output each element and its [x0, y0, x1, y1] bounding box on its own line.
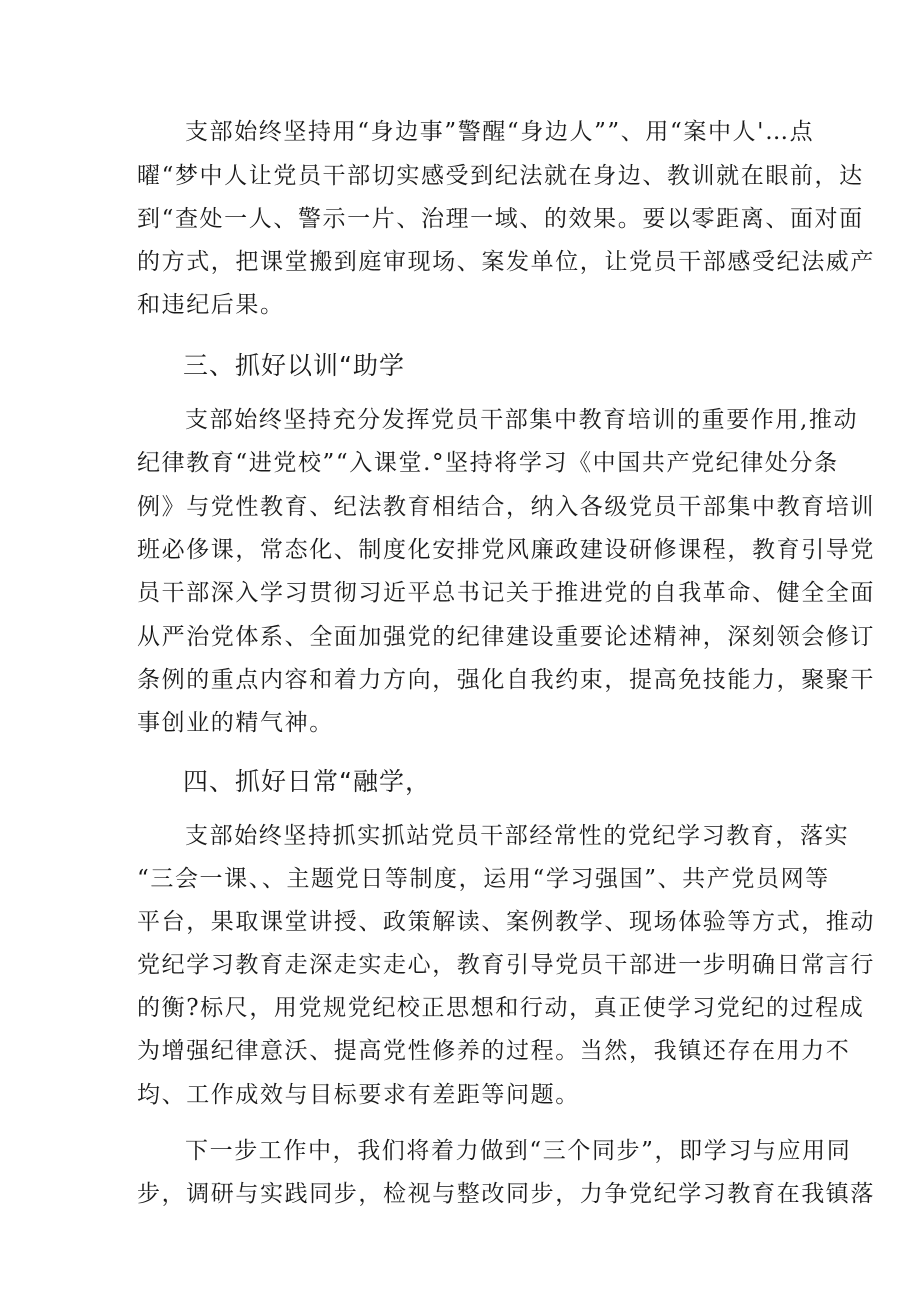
paragraph-line: 纪律教育“进党校”“入课堂.°坚持将学习《中国共产党纪律处分条	[137, 450, 839, 476]
paragraph-line: 步，调研与实践同步，检视与整改同步，力争党纪学习教育在我镇落	[137, 1181, 875, 1207]
paragraph-line: 支部始终坚持抓实抓站党员干部经常性的党纪学习教育，落实	[185, 823, 850, 849]
paragraph-line: 条例的重点内容和着力方向，强化自我约束，提高免技能力，聚聚干	[137, 667, 875, 693]
paragraph-line: 从严治党体系、全面加强党的纪律建设重要论述精神，深刻领会修订	[137, 624, 875, 650]
paragraph-line: 和违纪后果。	[137, 292, 285, 318]
paragraph-line: 的衡?标尺，用党规党纪校正思想和行动，真正使学习党纪的过程成	[137, 995, 865, 1021]
paragraph-line: 均、工作成效与目标要求有差距等问题。	[137, 1082, 580, 1108]
paragraph-line: 班必侈课，常态化、制度化安排党风廉政建设研修课程，教育引导党	[137, 537, 875, 563]
paragraph-line: 曜“梦中人让党员干部切实感受到纪法就在身边、教训就在眼前，达	[137, 163, 864, 189]
paragraph-line: 员干部深入学习贯彻习近平总书记关于推进党的自我革命、健全全面	[137, 580, 875, 606]
paragraph-line: 支部始终坚持用“身边事”警醒“身边人””、用“案中人'…点	[185, 119, 815, 145]
paragraph-line: 支部始终坚持充分发挥党员干部集中教育培训的重要作用,推动	[185, 407, 859, 433]
paragraph-line: 平台，果取课堂讲授、政策解读、案例教学、现场体验等方式，推动	[137, 909, 875, 935]
paragraph-line: 为增强纪律意沃、提高党性修养的过程。当然，我镇还存在用力不	[137, 1038, 851, 1064]
paragraph-line: 下一步工作中，我们将着力做到“三个同步”，即学习与应用同	[185, 1138, 852, 1164]
paragraph-line: 事创业的精气神。	[137, 710, 334, 736]
paragraph-line: 党纪学习教育走深走实走心，教育引导党员干部进一步明确日常言行	[137, 952, 875, 978]
section-heading-4: 四、抓好日常“融学，	[183, 767, 431, 796]
section-heading-3: 三、抓好以训“助学	[183, 351, 405, 380]
paragraph-line: 到“查处一人、警示一片、治理一域、的效果。要以零距离、面对面	[137, 206, 864, 232]
paragraph-line: “三会一课、、主题党日等制度，运用“学习强国”、共产党员网等	[137, 866, 830, 892]
paragraph-line: 的方式，把课堂搬到庭审现场、案发单位，让党员干部感受纪法威产	[137, 249, 875, 275]
paragraph-line: 例》与党性教育、纪法教育相结合，纳入各级党员干部集中教育培训	[137, 494, 875, 520]
